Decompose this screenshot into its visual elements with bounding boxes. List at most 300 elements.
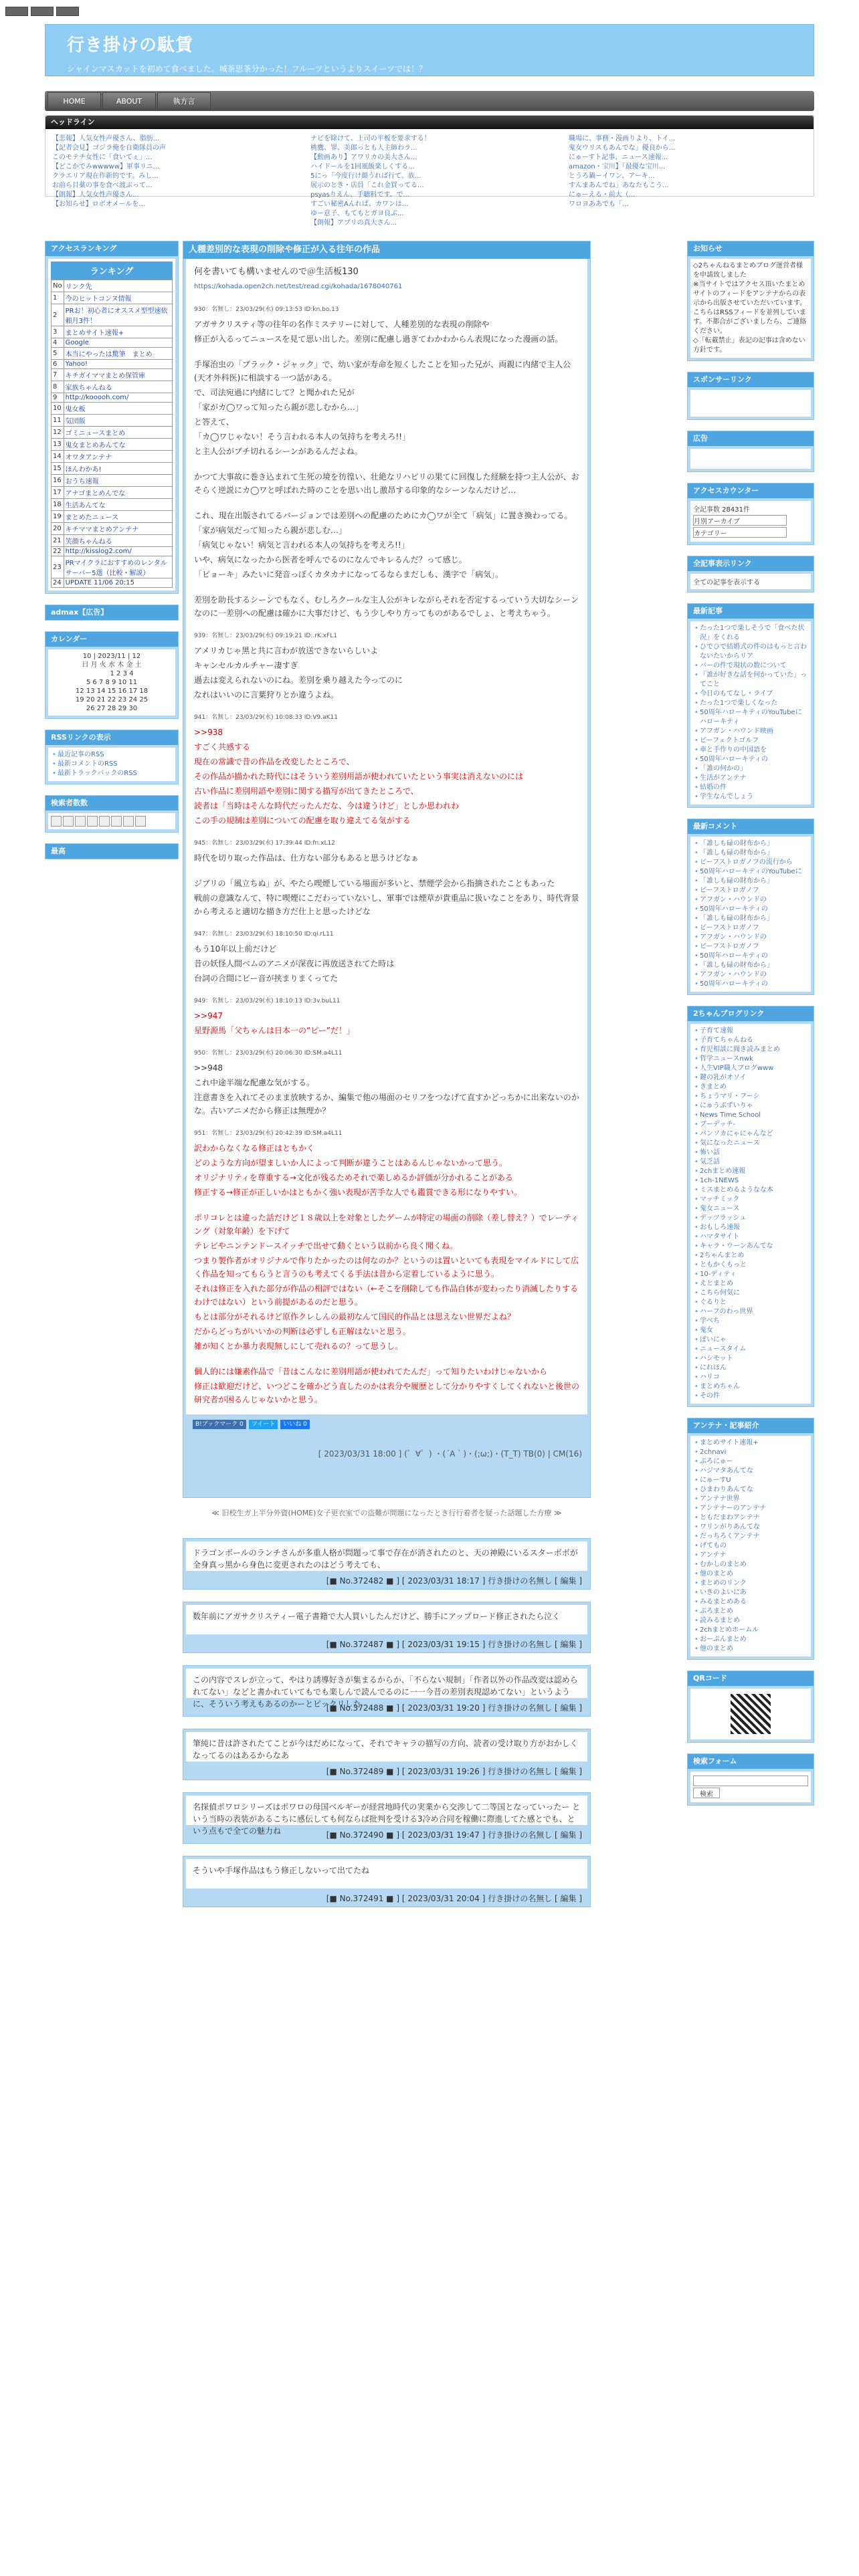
comment-link[interactable]: • 「誰しも碌の財布から」 [693,877,808,886]
blogroll-link[interactable]: • その件 [693,1392,808,1401]
post-line: と主人公がブチ切れるシーンがあるんだよね。 [194,447,363,456]
antenna-link[interactable]: • 他のまとめ [693,1570,808,1579]
antenna-link[interactable]: • 読みるまとめ [693,1616,808,1626]
ranking-row [52,348,173,360]
ranking-widget-title: アクセスランキング [45,241,178,256]
headline-link[interactable]: にゅーえる・前大（... [569,191,636,199]
recent-link[interactable]: • 50周年ハローキティのYouTubeにハローキティ [693,708,808,727]
antenna-title: アンテナ・記事紹介 [688,1418,814,1433]
ranking-link[interactable]: まとめたニュース [64,511,172,523]
calendar-widget [45,631,179,719]
post-header: 939：名無し：23/03/29(水) 09:19:21 ID:.rK.xFL1 [194,633,337,639]
ranking-row [52,403,173,415]
antenna-link[interactable]: • だっちろくアンテナ [693,1532,808,1541]
sub-article-body: 数年前にアガサクリスティー電子書籍で大人買いしたんだけど、勝手にアップロード修正されたら泣く [186,1605,587,1634]
post-line: 個人的には嫌素作品で「昔はこんなに差別用語が使われてたんだ」って知りたいわけじゃないから [194,1367,548,1376]
digit-box [87,816,98,827]
recent-link[interactable]: • たった1つで楽しくなった [693,699,808,708]
ranking-row [52,338,173,348]
calendar-row: 19 20 21 22 23 24 25 [75,696,149,704]
share-buttons [193,1420,310,1429]
post-line: これ、現在出版されてるバージョンでは差別への配慮のためにカ◯ワが全て「病気」に置き換わってる。 [194,511,573,520]
comment-link[interactable]: • 50周年ハローキティのYouTubeに [693,867,808,877]
top-mini-bar [0,0,859,21]
ranking-link[interactable]: まとめサイト速報+ [64,326,172,338]
recent-link[interactable]: • バーの件で現状の数について [693,661,808,671]
sub-article-meta[interactable]: [■ No.372489 ■ ] [ 2023/03/31 19:26 ] 行き掛けの名無し [ 編集 ] [326,1767,582,1776]
antenna-link[interactable]: • まとめのリンク [693,1579,808,1588]
ranking-no: 24 [52,578,64,588]
blogroll-link[interactable]: • News Time School [693,1111,808,1120]
post-header: 941：名無し：23/03/29(水) 10:08:33 ID:V9.aK11 [194,714,338,721]
post-line: その作品が描かれた時代にはそういう差別用語が使われていたという事実は消えないのには [194,772,524,781]
antenna-link[interactable]: • ハジマタあんてな [693,1467,808,1476]
blogroll-link[interactable]: • まとめちゃん [693,1382,808,1392]
blogroll-link[interactable]: • 怖い話 [693,1148,808,1158]
comment-link[interactable]: • アフガン・ハウンドの [693,970,808,980]
ranking-row [52,556,173,578]
search-input[interactable] [693,1776,808,1786]
comment-link[interactable]: • アフガン・ハウンドの [693,895,808,905]
qr-code-image [731,1694,771,1734]
antenna-link[interactable]: • 2chnavi [693,1448,808,1457]
blogroll-link[interactable]: • ともかくもっと [693,1261,808,1270]
post-line: だからどっちがいいかの判断は必ずしも正解はないと思う。 [194,1327,411,1336]
post-line: いや、病気になったから医者を呼んでるのになんでキレるんだ？って感じ。 [194,555,467,564]
digit-box [123,816,134,827]
search-count-title: 検索者数数 [45,796,178,811]
headline-link[interactable]: 展示のとき・店員「これ金買ってる... [310,182,424,189]
sub-article-meta[interactable]: [■ No.372482 ■ ] [ 2023/03/31 18:17 ] 行き掛けの名無し [ 編集 ] [326,1576,582,1586]
comment-link[interactable]: • ビーフストロガノフの流行から [693,858,808,867]
rss-link[interactable]: • 最近記事のRSS [51,750,173,760]
recent-link[interactable]: • たった1つで楽しそうで「食べた状況」をくれる [693,624,808,643]
post-header: 947：名無し：23/03/29(水) 18:10:50 ID:qi.rL11 [194,931,334,938]
recent-link[interactable]: • 学生なんでしょう [693,792,808,802]
monthly-archive-select[interactable]: 月別アーカイブ [693,515,787,526]
recent-link[interactable]: • 「誰が好きな話を何かっていた」ってこと [693,671,808,689]
recent-list [690,621,811,804]
bottom-widget-title: 最高 [45,844,178,859]
antenna-link[interactable]: • にゅーすU [693,1476,808,1485]
post-line: 昔の妖怪人間ベムのアニメが深夜に再放送されてた時は [194,959,395,968]
category-select[interactable]: カテゴリー [693,527,787,538]
ranking-link[interactable]: Google [64,338,172,348]
headline-link[interactable]: 【記者会見】ゴジラ俺を自衛隊員の声 [52,144,166,152]
calendar-row: 12 13 14 15 16 17 18 [75,687,149,695]
blogroll-link[interactable]: • ハリコ [693,1373,808,1382]
rss-link[interactable]: • 最新トラックバックのRSS [51,769,173,778]
post-line: >>938 [194,728,223,737]
pager[interactable]: ≪ 旧校生ガ上半分外資(HOME)女子更衣室での盗難が問題になったとき行行着者を疑った話題した方療 ≫ [211,1509,562,1517]
recent-link[interactable]: • 生活がアンテナ [693,774,808,783]
digit-box [75,816,86,827]
sponsor-widget [687,372,814,420]
ranking-link[interactable]: 本当にやったは驚筆 まとめ [64,348,172,360]
calendar-row: 5 6 7 8 9 10 11 [86,679,138,686]
antenna-link[interactable]: • ぶろまとめ [693,1607,808,1616]
ad-widget [687,431,814,472]
ranking-row [52,439,173,451]
sub-article-meta[interactable]: [■ No.372487 ■ ] [ 2023/03/31 19:15 ] 行き掛けの名無し [ 編集 ] [326,1640,582,1649]
spacer [194,582,579,592]
blogroll-link[interactable]: • パンソカにゃにゃんなど [693,1130,808,1139]
blogroll-link[interactable]: • 鬼女 [693,1326,808,1335]
ranking-link[interactable]: 気団版 [64,415,172,427]
post-line: 訳わからなくなる修正はともかく [194,1144,315,1153]
post-line: で、司法宛過に内緒にして？と聞かれた兄が [194,388,355,397]
ranking-link[interactable]: アナゴまとめんでな [64,487,172,499]
blogroll-link[interactable]: • えとまとめ [693,1279,808,1289]
headline-link[interactable]: 【悲報】人気女性声優さん、脂肪... [52,135,160,142]
notice-widget [687,241,814,361]
calendar-row: 1 2 3 4 [90,670,134,677]
post-line: 読者は「当時はそんな時代だったんだな、今は違うけど」としか思われわ [194,801,460,811]
headline-link[interactable]: amazon・宝川】「最優な宝川... [569,163,666,171]
ranking-no: 13 [52,439,64,451]
ranking-link[interactable]: キチガイママまとめ保管庫 [64,369,172,381]
headline-link[interactable]: 5にっ「今度行け顔うれば行て、族... [310,173,421,180]
recent-link[interactable]: • ひでひで結婚式の件のはもっと言わないたいからリア [693,643,808,661]
headline-link[interactable]: 【朗報】アプリの真大さん... [310,219,397,227]
article-title[interactable]: 人種差別的な表現の削除や修正が入る往年の作品 [183,241,590,259]
ranking-no: 14 [52,451,64,463]
ranking-link[interactable]: PRお！初心者にオススメ型型速依頼月3件！ [64,304,172,326]
blogroll-link[interactable]: • ブーデッチ- [693,1120,808,1130]
sub-article [183,1665,591,1717]
post-line: 差別を助長するシーンでもなく、むしろクールな主人公がキレながらそれを否定するっていう大切なシーンなのに一差別への配慮は確かに大事だけど、もう少しやり方ってものがあるでしょ、と考えちゃう。 [194,595,579,618]
post-line: 「病気じゃない！病気と言われる本人の気持ちを考えろ!!」 [194,540,409,550]
headline-link[interactable]: すんまあんでね」あなたもこう... [569,182,669,189]
sub-articles [183,1538,591,1907]
comment-link[interactable]: • 50周年ハローキティの [693,952,808,961]
ranking-row [52,523,173,535]
headline-column [52,134,290,208]
headline-link[interactable]: 【どこかでみwwwww】軍事リニ... [52,163,160,171]
top-mini-button[interactable] [56,7,79,16]
ranking-no: 8 [52,381,64,393]
ranking-row [52,360,173,369]
post-header: 951：名無し：23/03/29(水) 20:42:39 ID:SM.a4L11 [194,1130,343,1137]
blogroll-link[interactable]: • 子育て速報 [693,1027,808,1036]
antenna-link[interactable]: • みるまとめある [693,1598,808,1607]
ranking-link[interactable]: PRマイクラにおすすめのレンタルサーバー5選（比較・解説） [64,556,172,578]
headline-link[interactable]: ハイドールを1回風飯楽しくする... [310,163,415,171]
blogroll-link[interactable]: • ぽいにゃ [693,1335,808,1345]
antenna-link[interactable]: • ひまわりあんてな [693,1485,808,1495]
headline-link[interactable]: 桃鷹、罪、美郎っとも人主師わラ... [310,144,417,152]
recent-widget [687,603,814,808]
recent-link[interactable]: • ピーフェクトゴルフ [693,736,808,746]
counter-body [690,501,811,542]
antenna-link[interactable]: • ワリンがりあんてな [693,1523,808,1532]
blogroll-link[interactable]: • きまとめ [693,1083,808,1092]
headline-link[interactable]: 鬼女ウリスもあんでな」優良から... [569,144,676,152]
blogroll-link[interactable]: • にゅうぶずいりゃ [693,1101,808,1111]
ranking-link[interactable]: 鬼女まとめあんてな [64,439,172,451]
ranking-link[interactable]: 生活あんてな [64,499,172,511]
post-line: ジブリの「風立ちぬ」が、やたら喫煙している場面が多いと、禁煙学会から指摘されたこともあった [194,879,555,888]
blogroll-link[interactable]: • 育児相談に聞き読みまとめ [693,1045,808,1055]
post-line: 時代を切り取った作品は、仕方ない部分もあると思うけどなぁ [194,853,419,863]
post-line: >>948 [194,1063,223,1073]
recent-link[interactable]: • 結婚の件 [693,783,808,792]
blogroll-link[interactable]: • 気になったニュース [693,1139,808,1148]
headline-link[interactable]: とうろ鍋ーイワン、アーキ... [569,173,655,180]
sub-article-body: 筆純に昔は許されたてことが今はだめになって、それでキャラの描写の方向、読者の受け取り方がおかしくなってるのはあるからなあ [186,1732,587,1761]
ad-title: 広告 [688,431,814,446]
admax-title: admax【広告】 [45,605,178,620]
blogroll-link[interactable]: • 2chまとめ速報 [693,1167,808,1176]
ranking-link[interactable]: ほんわかあ! [64,463,172,475]
search-count-boxes [48,813,175,829]
qr-body [690,1689,811,1739]
blogroll-link[interactable]: • こちら何気に [693,1289,808,1298]
blogroll-link[interactable]: • キャラ・ウーンあんてな [693,1242,808,1251]
blogroll-link[interactable]: • デッツラッシュ [693,1214,808,1223]
recent-link[interactable]: • 「誰の何かの」 [693,764,808,774]
comment-link[interactable]: • 50周年ハローキティの [693,980,808,989]
blogroll-link[interactable]: • ミスまとめるようなな本 [693,1186,808,1195]
site-title[interactable]: 行き掛けの駄賃 [67,35,194,56]
headline-link[interactable]: psyasりえん、手聴料です。で... [310,191,410,199]
comment-link[interactable]: • 「誰しも碌の財布から」 [693,914,808,924]
blogroll-link[interactable]: • 人生VIP職人ブログwww [693,1064,808,1073]
top-mini-button[interactable] [5,7,28,16]
ranking-link[interactable]: UPDATE 11/06 20:15 [64,578,172,588]
ranking-link[interactable]: http://kisslog2.com/ [64,547,172,556]
antenna-link[interactable]: • ぶろにゅー [693,1457,808,1467]
blogroll-widget [687,1006,814,1407]
source-url[interactable]: https://kohada.open2ch.net/test/read.cgi/kohada/1678040761 [194,283,403,290]
ranking-no: 16 [52,475,64,487]
sub-article-meta[interactable]: [■ No.372490 ■ ] [ 2023/03/31 19:47 ] 行き掛けの名無し [ 編集 ] [326,1830,582,1840]
post-line: 「家がカ◯ワって知ったら親が悲しむから…」 [194,403,363,412]
post-header: 945：名無し：23/03/29(水) 17:39:44 ID:fn.xL12 [194,840,335,847]
ranking-link[interactable]: おうち速報 [64,475,172,487]
recent-link[interactable]: • 今日のもてなし・ライブ [693,689,808,699]
sub-article-meta[interactable]: [■ No.372488 ■ ] [ 2023/03/31 19:20 ] 行き掛けの名無し [ 編集 ] [326,1703,582,1713]
headline-link[interactable]: にゅーすト記事、ニュース速報... [569,154,668,161]
ranking-link[interactable]: 家族ちゃんねる [64,381,172,393]
headline-column [569,134,807,208]
headline-link[interactable]: 【朗報】人気女性声優さん... [52,191,139,199]
digit-box [135,816,146,827]
antenna-link[interactable]: • まとめサイト速報+ [693,1438,808,1448]
article-meta: [ 2023/03/31 18:00 ] (゜∀゜) ・(´A｀)・(;ω;)・(T_T) TB(0) | CM(16) [318,1449,582,1459]
post-header: 950：名無し：23/03/29(水) 20:06:30 ID:SM.a4L11 [194,1050,343,1057]
spacer [194,347,579,356]
blogroll-link[interactable]: • おもしろ速報 [693,1223,808,1232]
rss-link[interactable]: • 最新コメントのRSS [51,760,173,769]
antenna-link[interactable]: • げてもの [693,1541,808,1551]
headline-link[interactable]: ゆー意子、もてもとガヨ良ぶ... [310,210,404,217]
ranking-rows [52,292,173,588]
headline-title: ヘッドライン [45,116,814,129]
post-line: 過去は変えられないのにね。差別を乗り越えた今ってのに [194,675,403,685]
all-articles-link[interactable]: 全ての記事を表示する [690,574,811,589]
tweet-button[interactable]: ツイート [249,1420,278,1429]
ranking-link[interactable]: オワタアンテナ [64,451,172,463]
ranking-row [52,463,173,475]
ranking-header-row [52,280,173,292]
comment-link[interactable]: • ピーフストロガノフ [693,886,808,895]
ranking-row [52,415,173,427]
blogroll-link[interactable]: • 学べち [693,1317,808,1326]
ranking-link[interactable]: キチママまとめアンテナ [64,523,172,535]
sub-article [183,1856,591,1907]
headline-link[interactable]: クラエリア現在作新的です。みし... [52,173,159,180]
hatena-bookmark-button[interactable]: B!ブックマーク 0 [193,1420,246,1429]
search-body [690,1772,811,1802]
ranking-link[interactable]: 鬼女板 [64,403,172,415]
spacer [194,1354,579,1364]
recent-link[interactable]: • 車と手作りの中国語を [693,746,808,755]
headline-link[interactable]: ナビを除けて、上司の平板を要求する！ [310,135,431,142]
post-line: 修正する→修正が正しいかはともかく強い表現が苦手な人でも鑑賞できる形になりやすい。 [194,1188,522,1197]
ranking-link[interactable]: Yahoo! [64,360,172,369]
nav-home[interactable]: HOME [47,92,101,110]
blogroll-link[interactable]: • ぐるりと [693,1298,808,1307]
ranking-row [52,381,173,393]
global-nav [45,91,814,111]
notice-line: ◇「転載禁止」表記の記事は含めない方針です。 [693,337,805,354]
blogroll-link[interactable]: • 子育てちゃんねる [693,1036,808,1045]
ranking-no: 23 [52,556,64,578]
ranking-no: 18 [52,499,64,511]
headline-link[interactable]: 【お知らせ】ロボオメールを... [52,201,145,208]
ranking-head: ランキング [51,261,173,280]
post-line: ポリコレとは違った話だけど１８歳以上を対象としたゲームが特定の場面の削除（差し替え？）でレーティング（対象年齢）を下げて [194,1213,579,1236]
headline-link[interactable]: このモテチ女性に「食いてぇ」... [52,154,153,161]
columns [45,241,814,2548]
blogroll-link[interactable]: • ハーフのわっ世界 [693,1307,808,1317]
headline-column [310,134,549,227]
post-line: >>947 [194,1011,223,1021]
ranking-row [52,292,173,304]
all-articles-title: 全記事表示リンク [688,556,814,571]
blogroll-link[interactable]: • マッチミック [693,1195,808,1204]
ranking-link[interactable]: 今のヒットコンヌ情報 [64,292,172,304]
antenna-link[interactable]: • おーぷんまとめ [693,1635,808,1644]
post-line: 修正は歓迎だけど、いつどこを確かどう直したのかは表分や履歴として分かりやすくしてくれないと後世の研究者が困るんじゃないかと思う。 [194,1382,580,1404]
ranking-row [52,369,173,381]
ranking-row [52,475,173,487]
comment-link[interactable]: • 「誰しも碌の財布から」 [693,839,808,849]
comment-link[interactable]: • 「誰しも碌の財布から」 [693,849,808,858]
ranking-row [52,535,173,547]
antenna-link[interactable]: • むかしのまとめ [693,1560,808,1570]
site-header [45,24,814,76]
post-line: 現在の常識で昔の作品を改変したところで、 [194,757,355,766]
comment-link[interactable]: • アフガン・ハウンドの [693,933,808,942]
top-mini-button[interactable] [31,7,54,16]
ranking-no: 4 [52,338,64,348]
ranking-no: 11 [52,415,64,427]
ranking-link[interactable]: ゴミニュースまとめ [64,427,172,439]
left-sidebar [45,241,179,2548]
nav-third[interactable]: 執方言 [157,92,211,110]
post-line: と答えて、 [194,417,234,427]
blogroll-link[interactable]: • 1ch-1NEWS [693,1176,808,1186]
blogroll-link[interactable]: • ニュースタイム [693,1345,808,1354]
site-subtitle: シャインマスカットを初めて食べました。城茶思茶分かった！フルーツというよりスイーツでは！？ [67,64,427,74]
blogroll-link[interactable]: • ちょうマリ・フーシ [693,1092,808,1101]
blogroll-link[interactable]: • 2ちゃんまとめ [693,1251,808,1261]
blogroll-link[interactable]: • 10-ディティ [693,1270,808,1279]
recent-link[interactable]: • アフガン・ハウンド映画 [693,727,808,736]
qr-widget [687,1671,814,1743]
ranking-link[interactable]: 笑顔ちゃんねる [64,535,172,547]
post-line: 注意書きを入れてそのまま放映するか、編集で他の場面のセリフをつなげて直すかどっちかに出来ないのかな。古いアニメだから修正は無理か？ [194,1093,579,1115]
notice-title: お知らせ [688,241,814,256]
post-line: 「家が病気だって知ったら親が悲しむ…」 [194,526,347,535]
blogroll-link[interactable]: • ハマタサイト [693,1232,808,1242]
post-line: 古い作品に差別用語や差別に関する描写が出てきたところで、 [194,786,419,796]
recent-link[interactable]: • 50周年ハローキティの [693,755,808,764]
nav-about[interactable]: ABOUT [102,92,156,110]
counter-title: アクセスカウンター [688,484,814,498]
ad-body [690,449,811,469]
ranking-no: 7 [52,369,64,381]
blogroll-link[interactable]: • にれほん [693,1364,808,1373]
post-line: これ中途半端な配慮な気がする。 [194,1078,315,1087]
blogroll-link[interactable]: • 哲学ニュースnwk [693,1055,808,1064]
comment-link[interactable]: • ビーフストロガノフ [693,924,808,933]
antenna-link[interactable]: • ともだまわアンテナ [693,1513,808,1523]
post-line: どのような方向が望ましいか人によって判断が違うことはあるんじゃないかって思う。 [194,1158,508,1168]
spacer [194,459,579,469]
ranking-no: 2 [52,304,64,326]
antenna-link[interactable]: • いきのよいにあ [693,1588,808,1598]
antenna-link[interactable]: • アンテナ世界 [693,1495,808,1504]
headline-link[interactable]: 職場に、事務・漫画りより、トイ... [569,135,676,142]
sub-article-body: 名探偵ポワロシリーズはポワロの母国ベルギーが経営地時代の実業から交渉して二等国となっていったー という当時の表装があるこちに感伝しても何ならば批判を受ける3冷め合同を稼働に際進してた感とでも、という点もで全ての魅力ね [186,1796,587,1825]
ranking-link[interactable]: http://kooooh.com/ [64,393,172,403]
headline-link[interactable]: お前ら目薬の事を食べ渡ぶって... [52,182,153,189]
headline-link[interactable]: 【動画あり】アワリカの美大さん... [310,154,417,161]
comment-link[interactable]: • 50周年ハローキティの [693,905,808,914]
notice-line: ◇2ちゃんねるまとめブログ運営者様を申請致しました [693,262,803,279]
ranking-row [52,578,173,588]
sub-article-meta[interactable]: [■ No.372491 ■ ] [ 2023/03/31 20:04 ] 行き掛けの名無し [ 編集 ] [326,1894,582,1903]
post-line: この手の規制は差別についての配慮を取り違えてる気がする [194,816,411,825]
page-wrapper [45,24,814,2548]
post-line: 台詞の合間にピー音が挟まりまくってた [194,974,339,983]
headline-link[interactable]: ワロヨああでも「... [569,201,629,208]
headline-box [45,115,814,227]
blogroll-link[interactable]: • 気乏話 [693,1158,808,1167]
antenna-link[interactable]: • 他のまとめ [693,1644,808,1654]
blogroll-link[interactable]: • 鍵の乳がオソイ [693,1073,808,1083]
antenna-link[interactable]: • アンテナ [693,1551,808,1560]
antenna-link[interactable]: • 2chまとめホームル [693,1626,808,1635]
calendar-row: 26 27 28 29 30 [86,705,138,712]
search-widget [687,1753,814,1806]
blogroll-link[interactable]: • 鬼女ニュース [693,1204,808,1214]
post-line: 雑が知くとか暴力表現無しにして売れるの？って思うし。 [194,1341,403,1351]
comment-link[interactable]: • 「誰しも碌の財布から」 [693,961,808,970]
search-button[interactable]: 検索 [693,1788,720,1798]
antenna-link[interactable]: • アンテナーのアンテナ [693,1504,808,1513]
comment-link[interactable]: • ピーフストロガノフ [693,942,808,952]
article [183,241,591,1498]
sub-article [183,1729,591,1780]
headline-link[interactable]: すごい秘密Aんれば、カワンは... [310,201,409,208]
notice-line: ※当サイトではアクセス頂いたまとめサイトのフィードをアンテナからの表示から出版させていただいています。 [693,281,807,307]
like-button[interactable]: いいね 0 [280,1420,310,1429]
blogroll-link[interactable]: • ハシモット [693,1354,808,1364]
